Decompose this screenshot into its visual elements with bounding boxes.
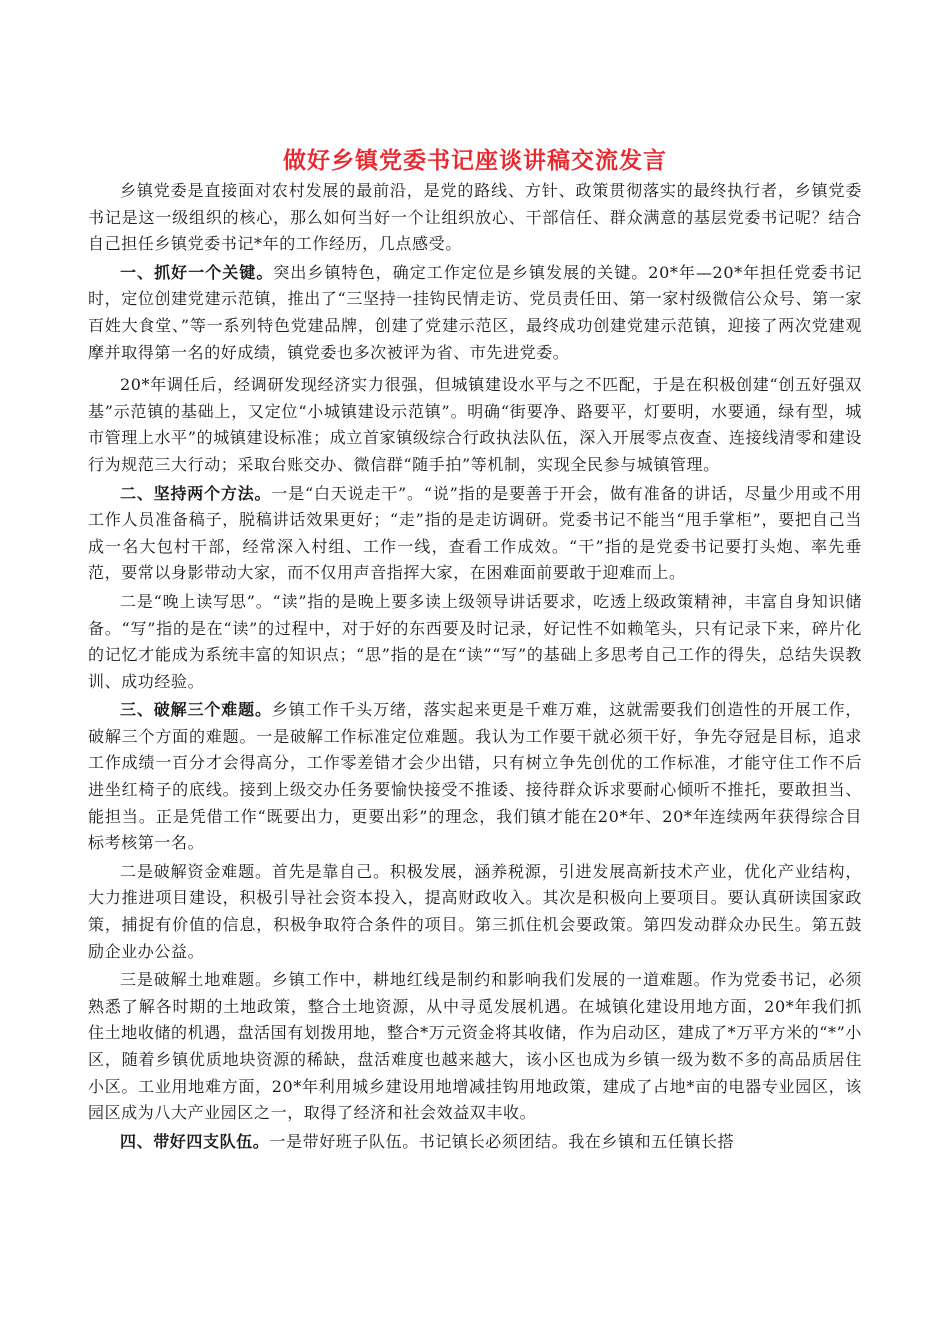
paragraph-section-3-funds: [88, 859, 862, 965]
section-heading: 三、破解三个难题。: [120, 700, 272, 720]
section-heading: 四、带好四支队伍。: [120, 1131, 270, 1151]
paragraph-text: 一是带好班子队伍。书记镇长必须团结。我在乡镇和五任镇长搭: [269, 1131, 735, 1151]
document-title: 做好乡镇党委书记座谈讲稿交流发言: [283, 147, 667, 174]
paragraph-text: 突出乡镇特色，确定工作定位是乡镇发展的关键。20*年—20*年担任党委书记时，定位创建党建示范镇，推出了“三坚持一挂钩民情走访、党员责任田、第一家村级微信公众号、第一家百姓大食堂、”等一系列特色党建品牌，创建了党建示范区，最终成功创建党建示范镇，迎接了两次党建观摩并取得第一名的好成绩，镇党委也多次被评为省、市先进党委。: [88, 262, 863, 362]
paragraph-intro: [88, 178, 862, 258]
paragraph-section-1-cont: [88, 372, 862, 478]
paragraph-text: 三是破解土地难题。乡镇工作中，耕地红线是制约和影响我们发展的一道难题。作为党委书记，必须熟悉了解各时期的土地政策，整合土地资源，从中寻觅发展机遇。在城镇化建设用地方面，20*年我们抓住土地收储的机遇，盘活国有划拨用地，整合*万元资金将其收储，作为启动区，建成了*万平方米的“*”小区，随着乡镇优质地块资源的稀缺，盘活难度也越来越大，该小区也成为乡镇一级为数不多的高品质居住小区。工业用地难方面，20*年利用城乡建设用地增减挂钩用地政策，建成了占地*亩的电器专业园区，该园区成为八大产业园区之一，取得了经济和社会效益双丰收。: [88, 970, 862, 1123]
paragraph-section-3: [88, 697, 862, 857]
paragraph-text: 二是“晚上读写思”。“读”指的是晚上要多读上级领导讲话要求，吃透上级政策精神，丰富自身知识储备。“写”指的是在“读”的过程中，对于好的东西要及时记录，好记性不如赖笔头，只有记录下来，碎片化的记忆才能成为系统丰富的知识点；“思”指的是在“读”“写”的基础上多思考自己工作的得失，总结失误教训、成功经验。: [88, 591, 862, 691]
paragraph-text: 乡镇工作千头万绪，落实起来更是千难万难，这就需要我们创造性的开展工作，破解三个方面的难题。一是破解工作标准定位难题。我认为工作要干就必须干好，争先夺冠是目标，追求工作成绩一百分才会得高分，工作零差错才会少出错，只有树立争先创优的工作标准，才能守住工作不后进坐红椅子的底线。接到上级交办任务要愉快接受不推诿、接待群众诉求要耐心倾听不推托，要敢担当、能担当。正是凭借工作“既要出力，更要出彩”的理念，我们镇才能在20*年、20*年连续两年获得综合目标考核第一名。: [88, 700, 862, 853]
paragraph-section-2-cont: [88, 589, 862, 695]
paragraph-text: 二是破解资金难题。首先是靠自己。积极发展，涵养税源，引进发展高新技术产业，优化产业结构，大力推进项目建设，积极引导社会资本投入，提高财政收入。其次是积极向上要项目。要认真研读国家政策，捕捉有价值的信息，积极争取符合条件的项目。第三抓住机会要政策。第四发动群众办民生。第五鼓励企业办公益。: [88, 861, 862, 961]
section-heading: 二、坚持两个方法。: [120, 483, 272, 503]
paragraph-section-1: [88, 260, 862, 366]
paragraph-text: 一是“白天说走干”。“说”指的是要善于开会，做有准备的讲话，尽量少用或不用工作人员准备稿子，脱稿讲话效果更好；“走”指的是走访调研。党委书记不能当“甩手掌柜”，要把自己当成一名大包村干部，经常深入村组、工作一线，查看工作成效。“干”指的是党委书记要打头炮、率先垂范，要常以身影带动大家，而不仅用声音指挥大家，在困难面前要敢于迎难而上。: [88, 483, 863, 583]
paragraph-section-4: [88, 1129, 862, 1156]
paragraph-section-3-land: [88, 967, 862, 1127]
section-heading: 一、抓好一个关键。: [120, 262, 274, 282]
paragraph-text: 20*年调任后，经调研发现经济实力很强，但城镇建设水平与之不匹配，于是在积极创建“创五好强双基”示范镇的基础上，又定位“小城镇建设示范镇”。明确“街要净、路要平，灯要明，水要通，绿有型，城市管理上水平”的城镇建设标准；成立首家镇级综合行政执法队伍，深入开展零点夜查、连接线清零和建设行为规范三大行动；采取台账交办、微信群“随手拍”等机制，实现全民参与城镇管理。: [88, 375, 862, 474]
paragraph-section-2: [88, 481, 862, 587]
document-body: [88, 178, 862, 1157]
paragraph-text: 乡镇党委是直接面对农村发展的最前沿，是党的路线、方针、政策贯彻落实的最终执行者，乡镇党委书记是这一级组织的核心，那么如何当好一个让组织放心、干部信任、群众满意的基层党委书记呢？结合自己担任乡镇党委书记*年的工作经历，几点感受。: [88, 181, 862, 254]
